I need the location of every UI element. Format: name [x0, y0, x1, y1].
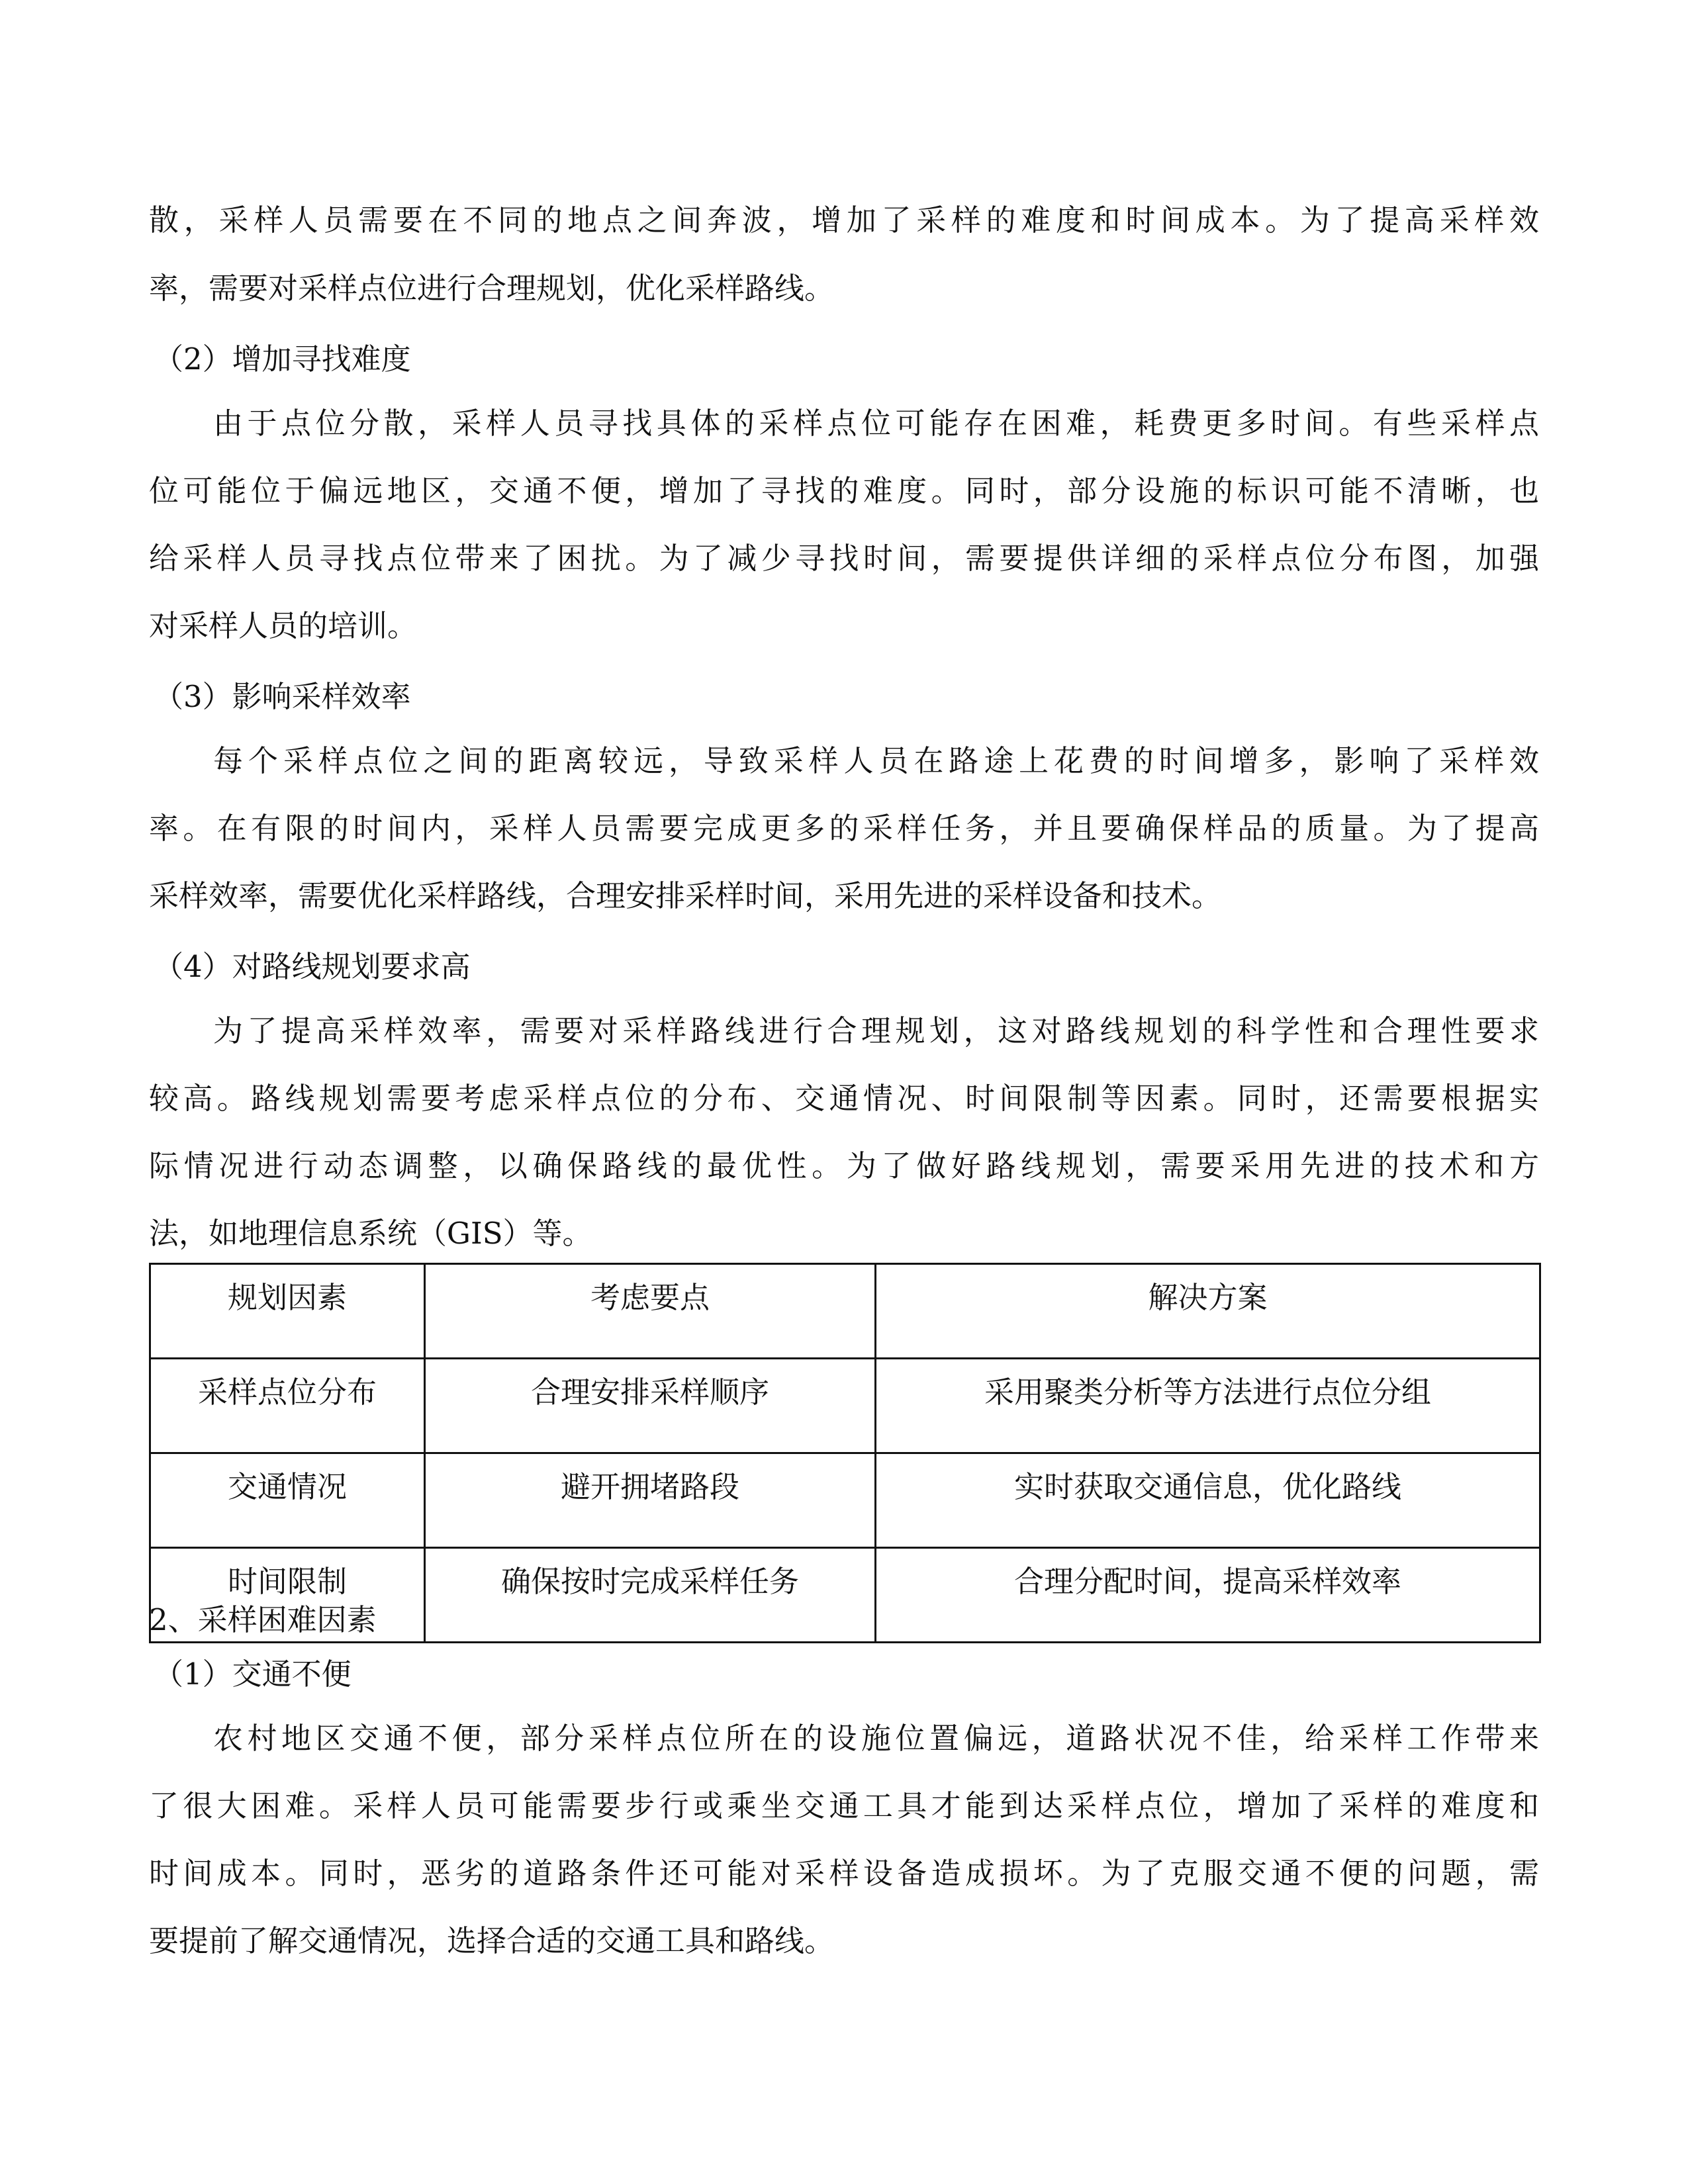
paragraph-line: 由于点位分散，采样人员寻找具体的采样点位可能存在困难，耗费更多时间。有些采样点 [213, 406, 1539, 441]
paragraph-line: 较高。路线规划需要考虑采样点位的分布、交通情况、时间限制等因素。同时，还需要根据实 [149, 1081, 1539, 1116]
paragraph-line: 给采样人员寻找点位带来了困扰。为了减少寻找时间，需要提供详细的采样点位分布图，加强 [149, 541, 1539, 576]
table-cell: 避开拥堵路段 [425, 1453, 876, 1548]
table-cell: 交通情况 [150, 1453, 425, 1548]
table-row [150, 1359, 1540, 1453]
paragraph-line: 法，如地理信息系统（GIS）等。 [149, 1216, 592, 1251]
route-planning-table [149, 1263, 1541, 1643]
paragraph-line: 际情况进行动态调整，以确保路线的最优性。为了做好路线规划，需要采用先进的技术和方 [149, 1148, 1539, 1183]
table-cell: 采用聚类分析等方法进行点位分组 [876, 1359, 1540, 1453]
table-header-cell: 考虑要点 [425, 1264, 876, 1359]
table-cell: 采样点位分布 [150, 1359, 425, 1453]
paragraph-line: 采样效率，需要优化采样路线，合理安排采样时间，采用先进的采样设备和技术。 [149, 878, 1222, 913]
table-cell: 合理分配时间，提高采样效率 [876, 1548, 1540, 1643]
subsection-heading: （3）影响采样效率 [154, 679, 411, 714]
table-row [150, 1453, 1540, 1548]
table-cell: 合理安排采样顺序 [425, 1359, 876, 1453]
table-header-cell: 解决方案 [876, 1264, 1540, 1359]
paragraph-line: 了很大困难。采样人员可能需要步行或乘坐交通工具才能到达采样点位，增加了采样的难度和 [149, 1788, 1539, 1823]
paragraph-line: 农村地区交通不便，部分采样点位所在的设施位置偏远，道路状况不佳，给采样工作带来 [213, 1721, 1539, 1756]
paragraph-line: 散，采样人员需要在不同的地点之间奔波，增加了采样的难度和时间成本。为了提高采样效 [149, 203, 1539, 238]
table-cell: 时间限制 [150, 1548, 425, 1643]
subsection-heading: （4）对路线规划要求高 [154, 949, 471, 984]
paragraph-line: 对采样人员的培训。 [149, 608, 418, 643]
paragraph-line: 要提前了解交通情况，选择合适的交通工具和路线。 [149, 1923, 835, 1958]
table-header-row [150, 1264, 1540, 1359]
paragraph-line: 每个采样点位之间的距离较远，导致采样人员在路途上花费的时间增多，影响了采样效 [213, 743, 1539, 778]
paragraph-line: 率，需要对采样点位进行合理规划，优化采样路线。 [149, 271, 835, 306]
paragraph-line: 位可能位于偏远地区，交通不便，增加了寻找的难度。同时，部分设施的标识可能不清晰，也 [149, 473, 1539, 508]
section-heading: 2、采样困难因素 [149, 1602, 377, 1637]
paragraph-line: 为了提高采样效率，需要对采样路线进行合理规划，这对路线规划的科学性和合理性要求 [213, 1013, 1539, 1048]
table-header-cell: 规划因素 [150, 1264, 425, 1359]
subsection-heading: （2）增加寻找难度 [154, 341, 411, 377]
paragraph-line: 时间成本。同时，恶劣的道路条件还可能对采样设备造成损坏。为了克服交通不便的问题，需 [149, 1856, 1539, 1891]
paragraph-line: 率。在有限的时间内，采样人员需要完成更多的采样任务，并且要确保样品的质量。为了提高 [149, 811, 1539, 846]
subsection-heading: （1）交通不便 [154, 1657, 352, 1692]
table-cell: 确保按时完成采样任务 [425, 1548, 876, 1643]
table-cell: 实时获取交通信息，优化路线 [876, 1453, 1540, 1548]
